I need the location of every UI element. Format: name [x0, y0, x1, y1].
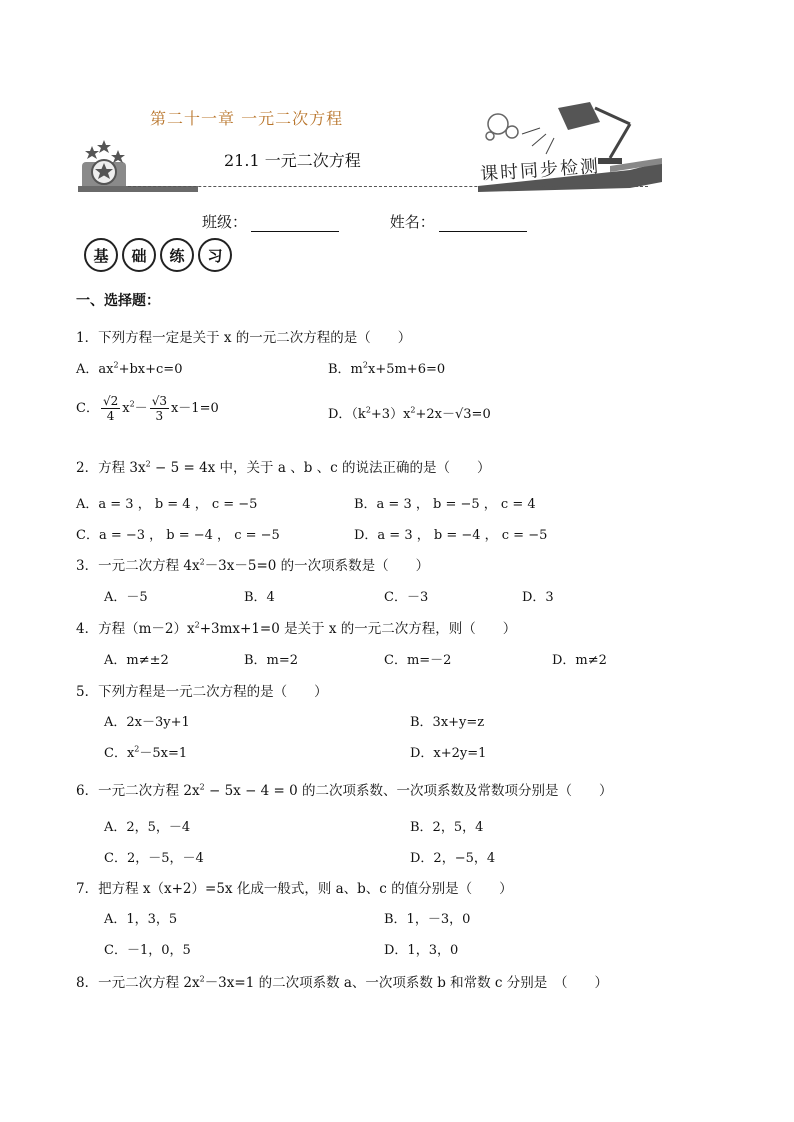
question-6-stem: 6．一元二次方程 $2x^2 - 5x - 4 = 0$ 的二次项系数、一次项系数及常数项分别是（ ） [76, 782, 613, 799]
question-7-stem: 7．把方程 x（x+2）=5x 化成一般式，则 a、b、c 的值分别是（ ） [76, 881, 513, 897]
q4-option-c[interactable]: C．m=－2 [384, 653, 452, 668]
q6-option-a[interactable]: A．2，5，－4 [104, 820, 191, 835]
q5-option-c[interactable]: C．$x^2-5x=1$ [104, 744, 188, 761]
q3-option-d[interactable]: D．3 [522, 590, 554, 605]
q6-option-c[interactable]: C．2，－5，－4 [104, 851, 204, 866]
q3-option-c[interactable]: C．－3 [384, 590, 429, 605]
q7-option-d[interactable]: D．1，3，0 [384, 943, 459, 958]
class-input[interactable] [251, 214, 339, 232]
header-divider [128, 186, 648, 187]
q2-option-d[interactable]: D．a = 3 ， b = −4 ， c = −5 [354, 528, 548, 543]
stamp-ji: 基 [84, 238, 118, 272]
q1-option-b[interactable]: B．$m^2x+5m+6=0$ [328, 360, 446, 377]
practice-stamps [84, 238, 232, 272]
class-field [202, 211, 339, 232]
q5-option-d[interactable]: D．x+2y=1 [410, 746, 487, 761]
question-8-stem: 8．一元二次方程 $2x^2-3x=1$ 的二次项系数 a、一次项系数 b 和常数 c 分别是 （ ） [76, 974, 609, 991]
question-1-stem: 1．下列方程一定是关于 x 的一元二次方程的是（ ） [76, 330, 412, 346]
q5-option-b[interactable]: B．3x+y=z [410, 715, 485, 730]
q1-option-a[interactable]: A．$ax^2+bx+c=0$ [76, 360, 183, 377]
q4-option-a[interactable]: A．m≠±2 [104, 653, 169, 668]
q6-option-d[interactable]: D．2，−5，4 [410, 851, 496, 866]
q3-option-b[interactable]: B．4 [244, 590, 275, 605]
question-2-stem: 2．方程 $3x^2 - 5 = 4x$ 中，关于 a 、b 、c 的说法正确的是（ ） [76, 459, 491, 476]
q2-option-b[interactable]: B．a = 3 ， b = −5 ， c = 4 [354, 497, 536, 512]
q2-option-a[interactable]: A．a = 3 ， b = 4 ， c = −5 [76, 497, 258, 512]
q7-option-c[interactable]: C．－1，0，5 [104, 943, 191, 958]
section-title: 21.1 一元二次方程 [224, 151, 361, 170]
name-input[interactable] [439, 214, 527, 232]
name-field [390, 211, 527, 232]
question-4-stem: 4．方程$(m-2)x^2+3mx+1=0$ 是关于 x 的一元二次方程，则（ ） [76, 620, 517, 637]
q4-option-d[interactable]: D．m≠2 [552, 653, 607, 668]
chapter-title: 第二十一章 一元二次方程 [150, 109, 344, 128]
q1-option-d[interactable]: D．$(k^2+3)x^2+2x-√3=0$ [328, 405, 491, 422]
student-info-row [202, 211, 527, 232]
question-3-stem: 3．一元二次方程 $4x^2-3x-5=0$ 的一次项系数是（ ） [76, 557, 430, 574]
q3-option-a[interactable]: A．－5 [104, 590, 148, 605]
section-heading: 一、选择题： [76, 293, 160, 309]
star-badge-icon [78, 140, 198, 192]
question-5-stem: 5．下列方程是一元二次方程的是（ ） [76, 684, 328, 700]
brand-label: 课时同步检测 [479, 155, 601, 186]
class-label: 班级： [202, 213, 248, 231]
name-label: 姓名： [389, 213, 435, 231]
stamp-chu: 础 [122, 238, 156, 272]
q4-option-b[interactable]: B．m=2 [244, 653, 299, 668]
q7-option-b[interactable]: B．1，－3，0 [384, 912, 471, 927]
q1-option-c[interactable]: C． $\frac{√2}{4}$ $x^2-$ $\frac{√3}{3}$ x－1=0 [76, 394, 219, 423]
stamp-xi: 习 [198, 238, 232, 272]
stamp-lian: 练 [160, 238, 194, 272]
q5-option-a[interactable]: A．2x－3y+1 [104, 715, 190, 730]
q2-option-c[interactable]: C．a = −3 ， b = −4 ， c = −5 [76, 528, 280, 543]
q6-option-b[interactable]: B．2，5，4 [410, 820, 484, 835]
q7-option-a[interactable]: A．1，3，5 [104, 912, 178, 927]
